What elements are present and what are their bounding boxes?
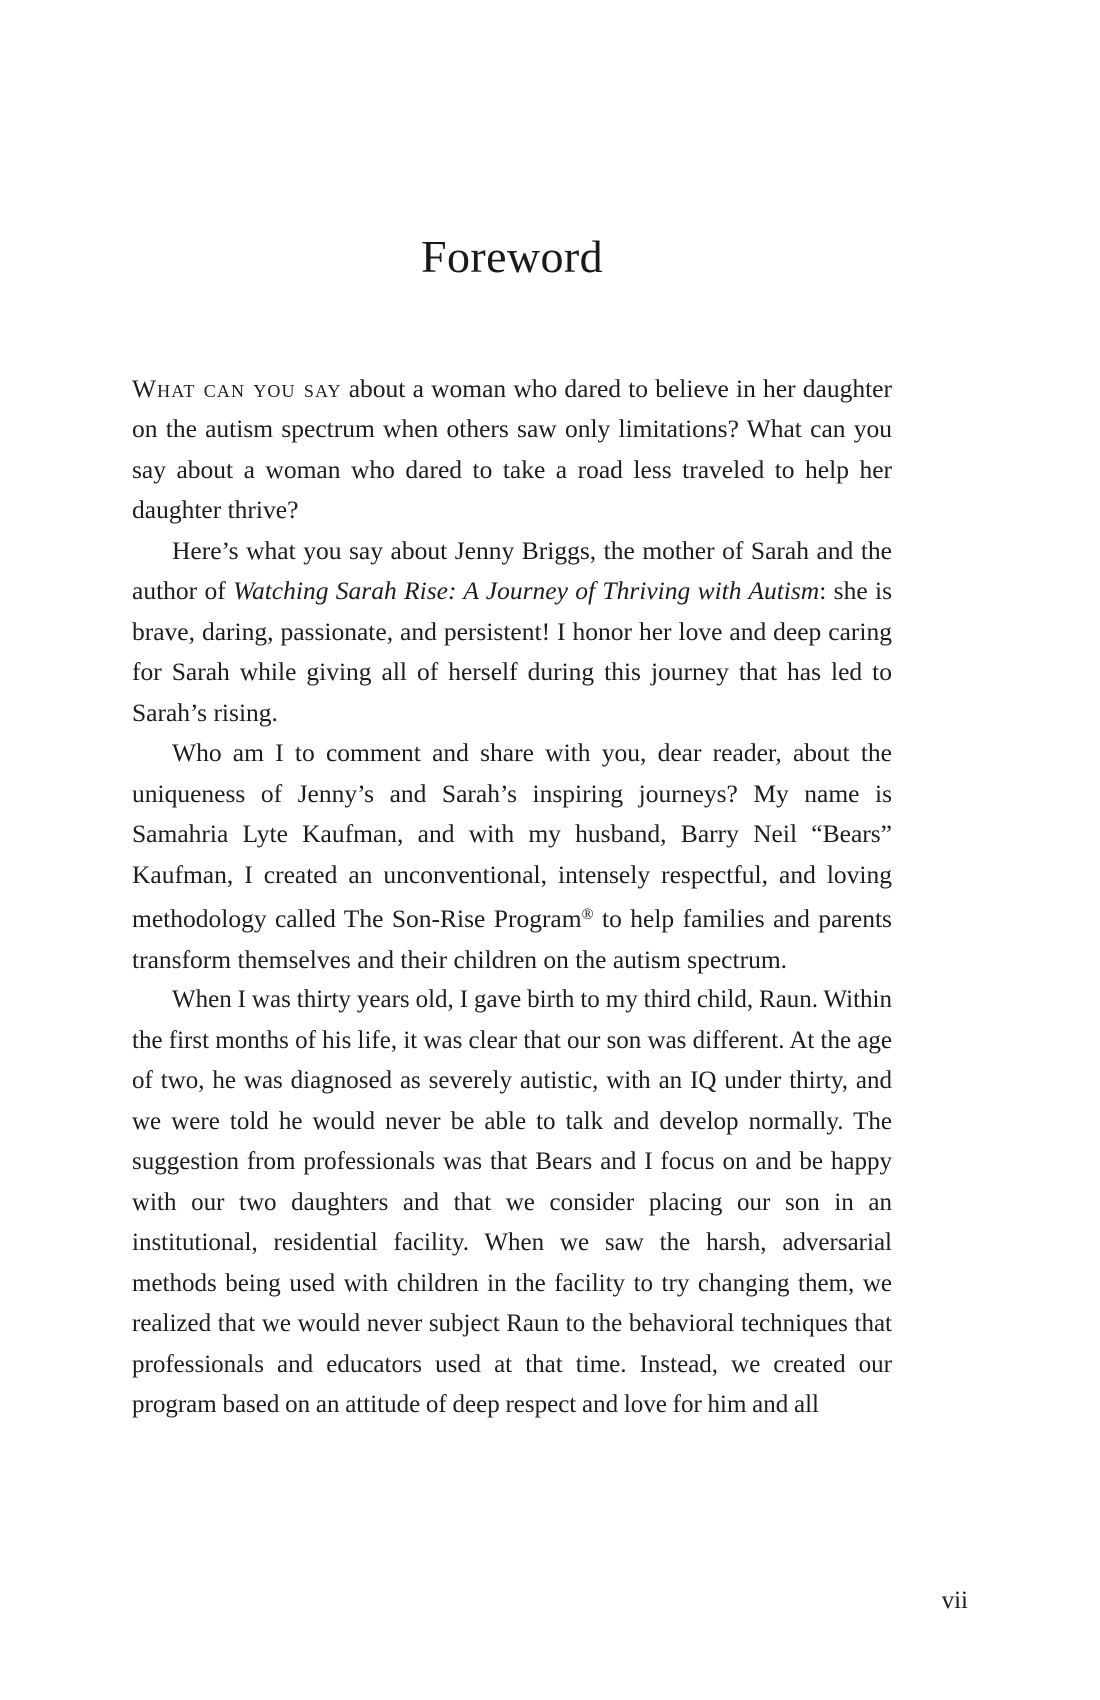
paragraph-1-lead-smallcaps: What can you say bbox=[132, 373, 342, 403]
registered-trademark-mark: ® bbox=[581, 906, 594, 924]
page-title: Foreword bbox=[420, 231, 604, 282]
paragraph-2 bbox=[132, 531, 892, 734]
paragraph-1 bbox=[132, 369, 892, 531]
paragraph-4 bbox=[132, 980, 892, 1426]
paragraph-2-text-after-title: : she is brave, daring, passionate, and persistent! I honor her love and deep caring for Sarah while giving all of herself during this journey that has led to Sarah’s rising. bbox=[132, 576, 892, 727]
paragraph-4-text: When I was thirty years old, I gave birth to my third child, Raun. Within the first months of his life, it was clear that our son was different. At the age of two, he was diagnosed as severely autistic, with an IQ under thirty, and we were told he would never be able to talk and develop normally. The suggestion from professionals was that Bears and I focus on and be happy with our two daughters and that we consider placing our son in an institutional, residential facility. When we saw the harsh, adversarial methods being used with children in the facility to try changing them, we realized that we would never subject Raun to the behavioral techniques that professionals and educators used at that time. Instead, we created our program based on an attitude of deep respect and love for him and all bbox=[132, 986, 892, 1419]
paragraph-1-text: about a woman who dared to believe in her daughter on the autism spectrum when others saw only limitations? What can you say about a woman who dared to take a road less traveled to help her daughter thrive? bbox=[132, 373, 892, 525]
paragraph-3 bbox=[132, 733, 892, 980]
paragraph-3-text-before-mark: Who am I to comment and share with you, dear reader, about the uniqueness of Jenny’s and Sarah’s inspiring journeys? My name is Samahria Lyte Kaufman, and with my husband, Barry Neil “Bears” Kaufman, I created an unconventional, intensely respectful, and loving methodology called The Son-Rise Program bbox=[132, 738, 892, 934]
page-text-block bbox=[132, 232, 892, 1426]
paragraph-3-text-after-mark: to help families and parents transform themselves and their children on the autism spectrum. bbox=[132, 904, 892, 974]
paragraph-2-text-before-title: Here’s what you say about Jenny Briggs, the mother of Sarah and the author of bbox=[132, 535, 892, 606]
page-number: vii bbox=[941, 1587, 968, 1614]
book-title-reference: Watching Sarah Rise: A Journey of Thriving with Autism bbox=[233, 576, 820, 606]
